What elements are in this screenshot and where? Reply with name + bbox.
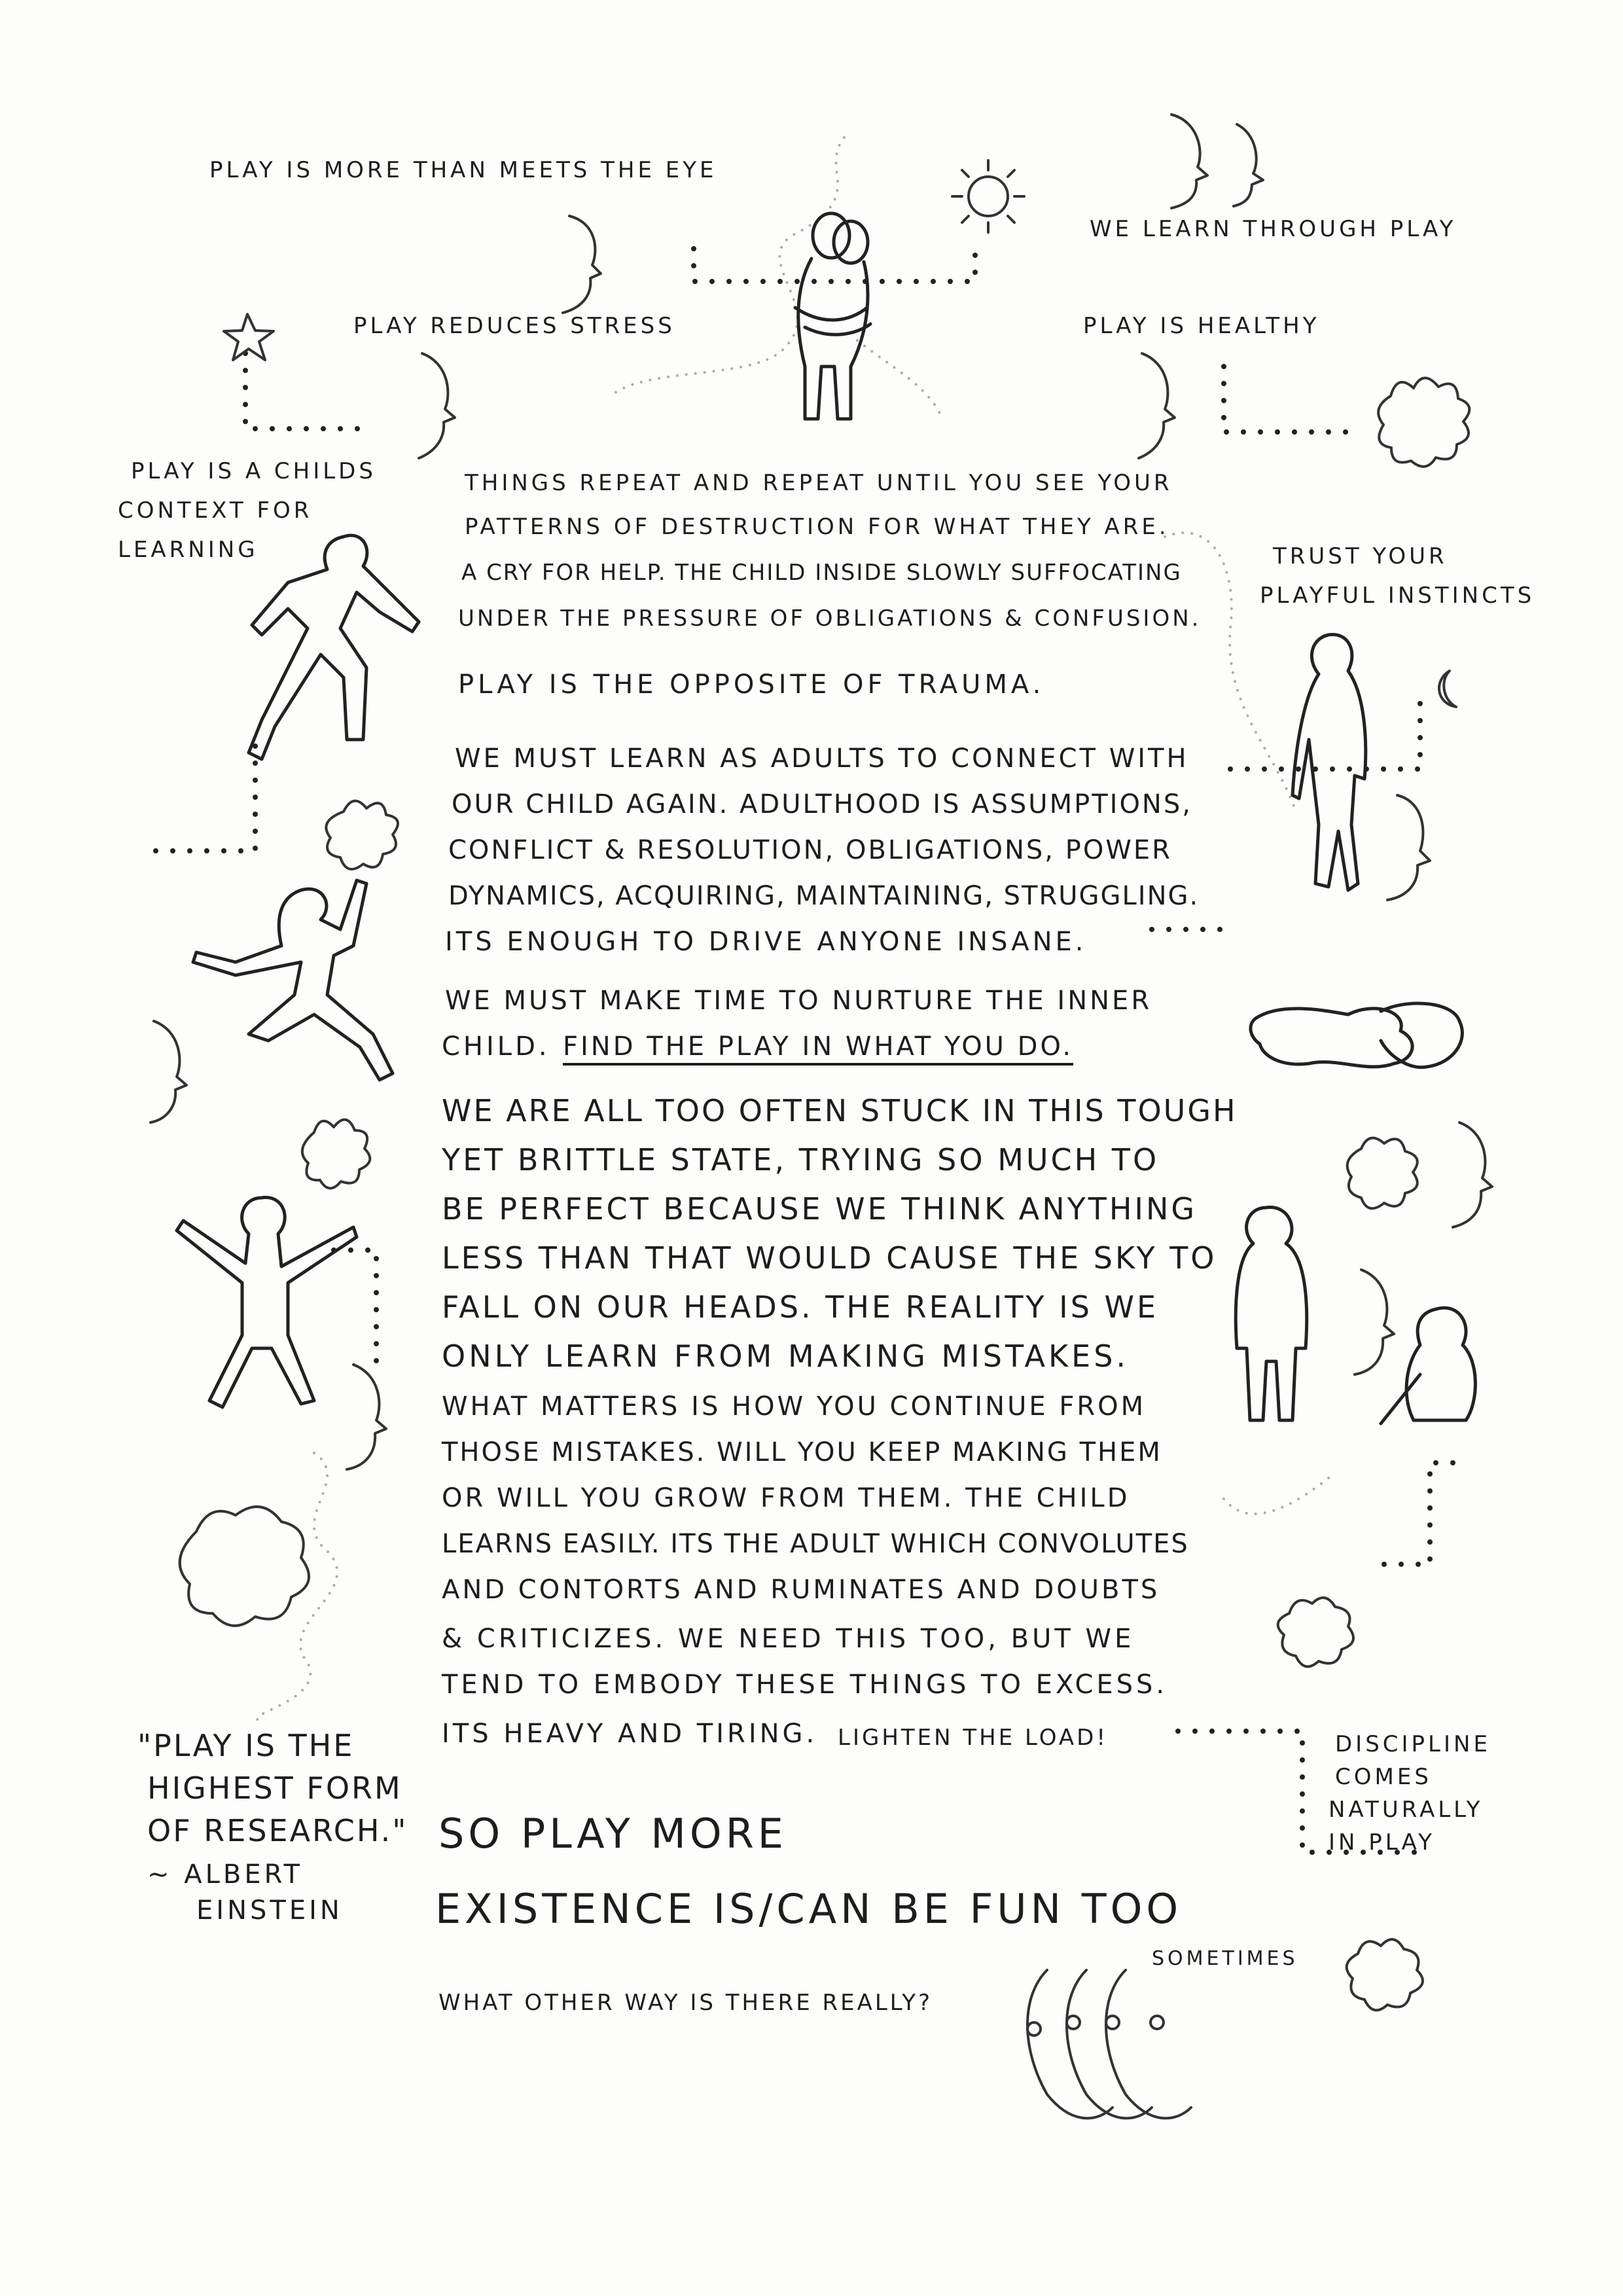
text-line: LESS THAN THAT WOULD CAUSE THE SKY TO <box>442 1240 1217 1276</box>
label-learn-through-play: WE LEARN THROUGH PLAY <box>1090 216 1457 242</box>
text-line: THINGS REPEAT AND REPEAT UNTIL YOU SEE YOUR <box>465 470 1173 496</box>
sitting-figure-icon <box>1381 1308 1475 1424</box>
text-line: & CRITICIZES. WE NEED THIS TOO, BUT WE <box>442 1624 1135 1654</box>
text-line: OR WILL YOU GROW FROM THEM. THE CHILD <box>442 1483 1130 1513</box>
trust-line: TRUST YOUR <box>1273 543 1448 569</box>
standing-figure-icon <box>1293 634 1366 890</box>
text-line: ONLY LEARN FROM MAKING MISTAKES. <box>442 1338 1130 1374</box>
existence-heading: EXISTENCE IS/CAN BE FUN TOO <box>435 1885 1183 1933</box>
text-line: WHAT MATTERS IS HOW YOU CONTINUE FROM <box>442 1391 1147 1422</box>
text-line: CONFLICT & RESOLUTION, OBLIGATIONS, POWER <box>448 835 1172 865</box>
text-line: WE MUST MAKE TIME TO NURTURE THE INNER <box>445 986 1152 1016</box>
text-line: UNDER THE PRESSURE OF OBLIGATIONS & CONFUSION. <box>458 605 1202 632</box>
moon-icon <box>1439 671 1456 707</box>
quote-line: HIGHEST FORM <box>147 1770 402 1806</box>
discipline-line: NATURALLY <box>1329 1797 1484 1823</box>
text-line: ITS ENOUGH TO DRIVE ANYONE INSANE. <box>445 927 1087 957</box>
quote-line: OF RESEARCH." <box>147 1813 408 1848</box>
text-line: DYNAMICS, ACQUIRING, MAINTAINING, STRUGGLING. <box>448 881 1200 911</box>
text-line: WE ARE ALL TOO OFTEN STUCK IN THIS TOUGH <box>442 1093 1238 1128</box>
hugging-couple-icon <box>795 213 870 419</box>
lying-figure-icon <box>1251 1003 1462 1067</box>
find-the-play-highlight: FIND THE PLAY IN WHAT YOU DO. <box>563 1031 1074 1062</box>
standing-figure-icon <box>1236 1208 1306 1420</box>
discipline-line: COMES <box>1335 1764 1432 1790</box>
jumping-figure-icon <box>177 1198 357 1407</box>
quote-author-line: ~ ALBERT <box>147 1859 303 1890</box>
play-more-heading: SO PLAY MORE <box>438 1810 787 1857</box>
trauma-statement: PLAY IS THE OPPOSITE OF TRAUMA. <box>458 670 1045 700</box>
label-reduces-stress: PLAY REDUCES STRESS <box>353 313 675 339</box>
jumping-figure-icon <box>193 880 393 1080</box>
text-line: FALL ON OUR HEADS. THE REALITY IS WE <box>442 1289 1159 1325</box>
lighten-load: LIGHTEN THE LOAD! <box>838 1725 1108 1751</box>
text-line: WE MUST LEARN AS ADULTS TO CONNECT WITH <box>455 744 1189 774</box>
label-more-than-meets: PLAY IS MORE THAN MEETS THE EYE <box>209 157 717 183</box>
text-line: CHILD. <box>442 1031 550 1062</box>
running-figure-icon <box>249 535 419 759</box>
childs-context-line: LEARNING <box>118 537 259 563</box>
text-line: PATTERNS OF DESTRUCTION FOR WHAT THEY ARE. <box>465 514 1169 540</box>
quote-line: "PLAY IS THE <box>137 1728 355 1763</box>
text-line: A CRY FOR HELP. THE CHILD INSIDE SLOWLY SUFFOCATING <box>461 560 1182 586</box>
text-line: ITS HEAVY AND TIRING. <box>442 1719 818 1749</box>
text-line: TEND TO EMBODY THESE THINGS TO EXCESS. <box>442 1670 1168 1700</box>
star-icon <box>224 314 274 360</box>
sun-icon <box>952 160 1024 232</box>
text-line: OUR CHILD AGAIN. ADULTHOOD IS ASSUMPTIONS, <box>452 789 1192 819</box>
childs-context-line: CONTEXT FOR <box>118 497 313 524</box>
text-line: AND CONTORTS AND RUMINATES AND DOUBTS <box>442 1575 1160 1605</box>
text-line: YET BRITTLE STATE, TRYING SO MUCH TO <box>442 1142 1160 1177</box>
text-line: BE PERFECT BECAUSE WE THINK ANYTHING <box>442 1191 1198 1227</box>
trust-line: PLAYFUL INSTINCTS <box>1260 583 1535 609</box>
closing-question: WHAT OTHER WAY IS THERE REALLY? <box>438 1990 933 2016</box>
text-line: LEARNS EASILY. ITS THE ADULT WHICH CONVOLUTES <box>442 1529 1189 1559</box>
text-line: THOSE MISTAKES. WILL YOU KEEP MAKING THEM <box>442 1437 1162 1467</box>
label-sometimes: SOMETIMES <box>1152 1947 1298 1970</box>
childs-context-line: PLAY IS A CHILDS <box>131 458 376 484</box>
discipline-line: IN PLAY <box>1329 1829 1435 1856</box>
label-play-healthy: PLAY IS HEALTHY <box>1083 313 1320 339</box>
quote-author-line: EINSTEIN <box>196 1895 343 1926</box>
discipline-line: DISCIPLINE <box>1335 1731 1491 1757</box>
